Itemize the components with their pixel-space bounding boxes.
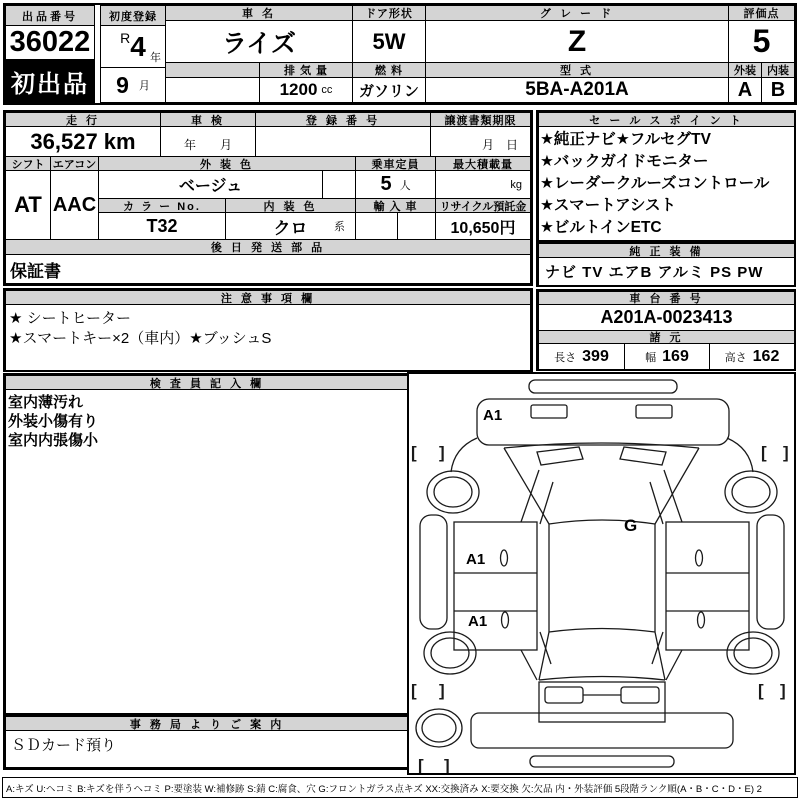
length-label: 長さ	[554, 351, 577, 364]
spare-bracket2: ]	[444, 756, 450, 773]
shift-header: シフト	[5, 156, 51, 171]
shift-value: AT	[5, 170, 51, 240]
sales-points-body	[538, 126, 795, 241]
car-diagram-box	[407, 372, 796, 775]
first-reg-month: 9	[116, 71, 129, 98]
rear-right-bracket2: ]	[780, 681, 786, 700]
car-name-value: ライズ	[165, 20, 353, 63]
rear-window-top	[549, 629, 655, 633]
rear-bumper	[471, 713, 733, 748]
front-bumper	[529, 380, 677, 393]
length-value: 399	[582, 347, 609, 365]
car-damage-diagram	[409, 374, 794, 773]
first-reg-year: 4	[130, 30, 146, 62]
note-line: ★ シートヒーター	[9, 310, 132, 327]
later-parts-header: 後 日 発 送 部 品	[5, 239, 531, 255]
mileage-header: 走 行	[5, 112, 161, 127]
right-rear-door-handle	[698, 612, 705, 628]
first-reg-year-cell	[100, 25, 166, 68]
color-no-header: カ ラ ー No.	[98, 198, 226, 213]
displacement-header: 排 気 量	[259, 62, 353, 78]
front-door-damage-mark: A1	[466, 551, 486, 568]
displacement-number: 1200	[279, 80, 318, 99]
front-right-mirror-bracket2: ]	[783, 443, 789, 462]
history-header	[165, 62, 260, 78]
int-color-value	[225, 212, 356, 240]
int-color-suffix: 系	[334, 221, 345, 233]
capacity-unit: 人	[399, 179, 411, 192]
left-headlight	[531, 405, 567, 418]
import-value-a	[355, 212, 398, 240]
model-header: 型 式	[425, 62, 729, 78]
rear-right-bracket: [	[758, 681, 764, 700]
left-sill	[420, 515, 447, 629]
chassis-header: 車 台 番 号	[538, 291, 795, 305]
equipment-value: ナビ TV エアB アルミ PS PW	[538, 257, 795, 286]
windshield-bottom-edge	[549, 520, 655, 524]
right-front-fender	[727, 438, 753, 472]
ext-color-value: ベージュ	[98, 170, 323, 199]
payload-value	[435, 170, 531, 199]
capacity-number: 5	[380, 173, 392, 195]
first-reg-header: 初度登録	[100, 5, 166, 26]
hood	[477, 399, 729, 445]
front-right-mirror-bracket: [	[761, 443, 767, 462]
inspection-value: 年 月	[160, 126, 256, 157]
reg-no-value	[255, 126, 431, 157]
sales-points-header: セ ー ル ス ポ イ ン ト	[538, 112, 795, 127]
month-suffix: 月	[138, 80, 150, 92]
front-right-wheel-inner	[732, 477, 770, 507]
rear-right-wheel-inner	[734, 638, 772, 668]
ac-header: エアコン	[50, 156, 99, 171]
displacement-value	[259, 77, 353, 103]
grade-value: Z	[425, 20, 729, 63]
inspection-header: 車 検	[160, 112, 256, 127]
car-name-header: 車 名	[165, 5, 353, 21]
width-value: 169	[662, 347, 689, 365]
left-rear-door-handle	[502, 612, 509, 628]
front-left-mirror-bracket2: ]	[439, 443, 445, 462]
left-wiper	[537, 447, 583, 465]
sales-point-item: ★スマートアシスト	[540, 197, 677, 214]
transfer-header: 譲渡書類期限	[430, 112, 531, 127]
office-body: ＳＤカード預り	[5, 730, 409, 768]
door-header: ドア形状	[352, 5, 426, 21]
int-color-name: クロ	[273, 218, 308, 238]
height-value: 162	[752, 347, 780, 365]
inspector-line: 室内内張傷小	[8, 432, 99, 449]
spec-height	[709, 343, 795, 370]
transfer-value: 月 日	[430, 126, 531, 157]
fuel-header: 燃 料	[352, 62, 426, 78]
right-headlight	[636, 405, 672, 418]
notes-header: 注 意 事 項 欄	[5, 290, 531, 305]
rear-door-damage-mark: A1	[468, 613, 488, 630]
left-a-pillar	[521, 470, 553, 524]
model-value: 5BA-A201A	[425, 77, 729, 103]
year-suffix: 年	[150, 52, 161, 64]
spare-tire	[416, 709, 462, 747]
rear-window-bottom	[539, 677, 665, 681]
hatch-left-lamp	[545, 687, 583, 703]
recycle-value: 10,650円	[435, 212, 531, 240]
right-sill	[757, 515, 784, 629]
left-front-door-handle	[501, 550, 508, 566]
sales-point-item: ★レーダークルーズコントロール	[540, 175, 770, 192]
equipment-header: 純 正 装 備	[538, 243, 795, 258]
inspector-line: 外装小傷有り	[8, 413, 99, 430]
inspector-body	[5, 389, 409, 714]
damage-marks	[466, 407, 637, 630]
rear-left-bracket2: ]	[439, 681, 445, 700]
spare-bracket: [	[418, 756, 424, 773]
glass-damage-mark: G	[624, 516, 638, 535]
left-doors-panel	[454, 522, 537, 650]
windshield-right-edge	[655, 448, 699, 524]
payload-unit: kg	[510, 178, 522, 191]
right-a-pillar	[650, 470, 682, 524]
chassis-number: A201A-0023413	[538, 304, 795, 331]
notes-body	[5, 304, 531, 371]
rear-hatch	[539, 682, 665, 722]
rear-left-bracket: [	[411, 681, 417, 700]
left-c-pillar	[521, 632, 551, 680]
hood-damage-mark: A1	[483, 407, 503, 424]
rear-left-wheel-inner	[431, 638, 469, 668]
first-listing-badge: 初出品	[5, 59, 95, 103]
payload-header: 最大積載量	[435, 156, 531, 171]
capacity-value	[355, 170, 436, 199]
office-header: 事 務 局 よ り ご 案 内	[5, 716, 409, 731]
right-wiper	[620, 447, 666, 465]
exterior-grade: A	[728, 77, 762, 103]
inspector-line: 室内薄汚れ	[8, 394, 84, 411]
sales-point-item: ★ビルトインETC	[540, 219, 662, 236]
rear-window-sides	[539, 632, 665, 680]
sales-point-item: ★純正ナビ★フルセグTV	[540, 131, 711, 148]
history-value	[165, 77, 260, 103]
right-doors-panel	[666, 522, 749, 650]
hatch-right-lamp	[621, 687, 659, 703]
recycle-header: リサイクル預託金	[435, 198, 531, 213]
door-value: 5W	[352, 20, 426, 63]
reg-no-header: 登 録 番 号	[255, 112, 431, 127]
grade-header: グ レ ー ド	[425, 5, 729, 21]
width-label: 幅	[645, 351, 657, 364]
interior-header: 内装	[761, 62, 795, 78]
ac-value: AAC	[50, 170, 99, 240]
auction-no-header: 出品番号	[5, 5, 95, 26]
int-color-header: 内 装 色	[225, 198, 356, 213]
import-header: 輸 入 車	[355, 198, 436, 213]
front-left-wheel-inner	[434, 477, 472, 507]
rear-garnish	[530, 756, 674, 767]
capacity-header: 乗車定員	[355, 156, 436, 171]
windshield-left-edge	[504, 448, 549, 524]
exterior-header: 外装	[728, 62, 762, 78]
note-line: ★スマートキー×2（車内）★ブッシュS	[9, 330, 272, 347]
right-front-door-handle	[696, 550, 703, 566]
spec-length	[538, 343, 625, 370]
fuel-value: ガソリン	[352, 77, 426, 103]
specs-header: 諸 元	[538, 330, 795, 344]
ext-color-extra-cell	[322, 170, 356, 199]
first-reg-month-cell	[100, 67, 166, 103]
front-left-mirror-bracket: [	[411, 443, 417, 462]
sales-point-item: ★バックガイドモニター	[540, 153, 709, 170]
spare-tire-inner	[422, 714, 456, 742]
color-no-value: T32	[98, 212, 226, 240]
import-value-b	[397, 212, 436, 240]
mileage-value: 36,527 km	[5, 126, 161, 157]
right-door-lines	[666, 573, 749, 611]
left-front-fender	[451, 438, 477, 472]
legend-bar: A:キズ U:ヘコミ B:キズを伴うヘコミ P:要塗装 W:補修跡 S:錆 C:腐食、穴 G:フロントガラス点キズ XX:交換済み X:要交換 欠:欠品 内・外装評価 5段階ランク順(A・B・C・D・E) 2	[2, 777, 798, 798]
score-value: 5	[728, 20, 795, 63]
displacement-unit: cc	[321, 84, 333, 96]
spec-width	[624, 343, 710, 370]
auction-no-value: 36022	[5, 25, 95, 60]
left-door-lines	[454, 573, 537, 611]
height-label: 高さ	[724, 351, 747, 364]
score-header: 評価点	[728, 5, 795, 21]
era-letter: R	[120, 30, 131, 46]
ext-color-header: 外 装 色	[98, 156, 356, 171]
interior-grade: B	[761, 77, 795, 103]
later-parts-value: 保証書	[5, 254, 531, 284]
inspector-header: 検 査 員 記 入 欄	[5, 375, 409, 390]
